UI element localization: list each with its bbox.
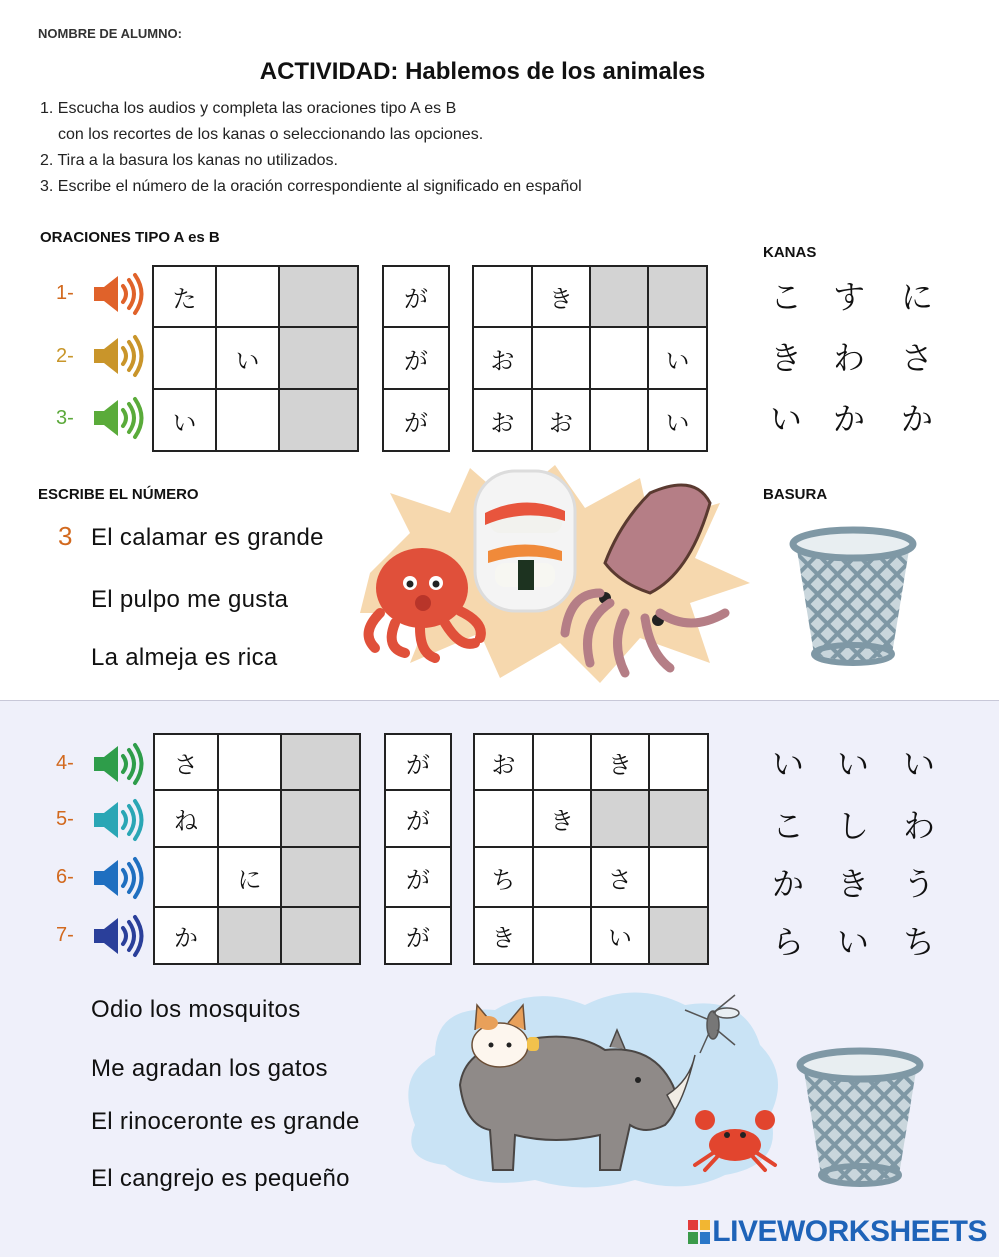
cell-3-a3 [279, 389, 358, 451]
speaker-icon-7[interactable] [92, 914, 146, 958]
cell-5-b1[interactable] [474, 790, 533, 847]
row-number-4: 4- [56, 752, 74, 774]
cell-1-b2[interactable]: き [532, 266, 590, 327]
speaker-icon-4[interactable] [92, 742, 146, 786]
cell-5-a1[interactable]: ね [154, 790, 218, 847]
kana-tile[interactable]: さ [900, 339, 933, 377]
kana-tile[interactable]: い [836, 745, 869, 783]
cell-2-a2[interactable]: い [216, 327, 279, 389]
cell-4-a3 [281, 734, 360, 790]
answer-input-4[interactable] [58, 994, 82, 1024]
ga-cell-1: が [383, 266, 449, 327]
cell-7-a2 [218, 907, 281, 964]
answer-input-7[interactable] [58, 1163, 82, 1193]
meaning-text-5: Me agradan los gatos [91, 1055, 328, 1082]
brand-footer [688, 1215, 987, 1249]
trash-label: BASURA [763, 486, 828, 503]
kana-bank-section-1 [764, 272, 944, 438]
cell-7-b4 [649, 907, 708, 964]
row-number-5: 5- [56, 808, 74, 830]
cell-4-b3[interactable]: き [591, 734, 649, 790]
kana-tile[interactable]: わ [902, 807, 935, 845]
sentences-label: ORACIONES TIPO A es B [40, 229, 220, 246]
kana-bank-section-2 [766, 739, 946, 969]
answer-input-1[interactable]: 3 [58, 521, 73, 551]
cell-7-b2[interactable] [533, 907, 591, 964]
row-number-1: 1- [56, 282, 74, 304]
speaker-icon-3[interactable] [92, 396, 146, 440]
cell-7-b1[interactable]: き [474, 907, 533, 964]
kana-tile[interactable]: こ [769, 278, 802, 316]
ga-cell-3: が [383, 389, 449, 451]
speaker-icon-6[interactable] [92, 856, 146, 900]
meaning-text-7: El cangrejo es pequeño [91, 1165, 350, 1192]
cell-4-b4[interactable] [649, 734, 708, 790]
ga-column-section-1 [382, 265, 450, 452]
cell-4-a1[interactable]: さ [154, 734, 218, 790]
grid-a-section-2 [153, 733, 361, 965]
kana-tile[interactable]: わ [832, 339, 865, 377]
student-name-label: NOMBRE DE ALUMNO: [38, 26, 182, 41]
meaning-text-6: El rinoceronte es grande [91, 1108, 360, 1135]
land-animals-illustration [395, 985, 790, 1190]
ga-cell-2: が [383, 327, 449, 389]
kanas-label: KANAS [763, 244, 817, 261]
answer-input-3[interactable] [58, 642, 82, 672]
kana-tile[interactable]: か [900, 400, 933, 438]
instruction-2: 2. Tira a la basura los kanas no utilizados. [40, 152, 338, 169]
instruction-1-cont: con los recortes de los kanas o seleccionando las opciones. [58, 126, 484, 143]
kana-tile[interactable]: ら [771, 923, 804, 961]
cell-2-a1[interactable] [153, 327, 216, 389]
sea-animals-illustration [350, 463, 760, 685]
cell-1-a2[interactable] [216, 266, 279, 327]
cell-6-b4[interactable] [649, 847, 708, 907]
kana-tile[interactable]: す [832, 278, 865, 316]
kana-tile[interactable]: い [902, 745, 935, 783]
cell-6-a3 [281, 847, 360, 907]
cell-3-a1[interactable]: い [153, 389, 216, 451]
sushi-icon [475, 471, 575, 611]
kana-tile[interactable]: き [769, 339, 802, 377]
meaning-text-3: La almeja es rica [91, 644, 278, 671]
cell-2-b4[interactable]: い [648, 327, 707, 389]
kana-tile[interactable]: か [832, 400, 865, 438]
cell-7-b3[interactable]: い [591, 907, 649, 964]
grid-a-section-1 [152, 265, 359, 452]
cell-4-a2[interactable] [218, 734, 281, 790]
brand-name: LIVEWORKSHEETS [712, 1215, 987, 1248]
kana-tile[interactable]: か [771, 865, 804, 903]
cell-3-b4[interactable]: い [648, 389, 707, 451]
cell-6-b3[interactable]: さ [591, 847, 649, 907]
cell-5-b4 [649, 790, 708, 847]
kana-tile[interactable]: に [900, 278, 933, 316]
cell-5-b2[interactable]: き [533, 790, 591, 847]
instruction-1: 1. Escucha los audios y completa las oraciones tipo A es B [40, 100, 457, 117]
cell-1-b3 [590, 266, 648, 327]
meaning-text-4: Odio los mosquitos [91, 996, 301, 1023]
page-title: ACTIVIDAD: Hablemos de los animales [259, 58, 706, 85]
cell-2-b2[interactable] [532, 327, 590, 389]
answer-input-6[interactable] [58, 1106, 82, 1136]
speaker-icon-2[interactable] [92, 334, 146, 378]
kana-tile[interactable]: し [836, 807, 869, 845]
kana-tile[interactable]: い [769, 400, 802, 438]
cell-2-b1[interactable]: お [473, 327, 532, 389]
ga-cell-7: が [385, 907, 451, 964]
row-number-6: 6- [56, 866, 74, 888]
cell-1-b1[interactable] [473, 266, 532, 327]
cell-3-b2[interactable]: お [532, 389, 590, 451]
ga-column-section-2 [384, 733, 452, 965]
cell-5-b3 [591, 790, 649, 847]
speaker-icon-5[interactable] [92, 798, 146, 842]
cell-1-a3 [279, 266, 358, 327]
ga-cell-4: が [385, 734, 451, 790]
kana-tile[interactable]: う [902, 865, 935, 903]
trash-bin-icon-1[interactable] [788, 522, 918, 667]
row-number-3: 3- [56, 407, 74, 429]
answer-input-2[interactable] [58, 584, 82, 614]
cell-7-a3 [281, 907, 360, 964]
grid-b-section-1 [472, 265, 708, 452]
kana-tile[interactable]: こ [771, 807, 804, 845]
liveworksheets-logo-icon [688, 1220, 710, 1244]
trash-bin-icon-2[interactable] [795, 1043, 925, 1188]
cell-3-b3[interactable] [590, 389, 648, 451]
row-number-7: 7- [56, 924, 74, 946]
write-number-label: ESCRIBE EL NÚMERO [38, 486, 199, 503]
cell-3-a2[interactable] [216, 389, 279, 451]
kana-tile[interactable]: い [836, 923, 869, 961]
instruction-3: 3. Escribe el número de la oración correspondiente al significado en español [40, 178, 582, 195]
cell-6-a2[interactable]: に [218, 847, 281, 907]
grid-b-section-2 [473, 733, 709, 965]
cell-3-b1[interactable]: お [473, 389, 532, 451]
ga-cell-6: が [385, 847, 451, 907]
ga-cell-5: が [385, 790, 451, 847]
kana-tile[interactable]: き [836, 865, 869, 903]
cell-7-a1[interactable]: か [154, 907, 218, 964]
cell-4-b1[interactable]: お [474, 734, 533, 790]
kana-tile[interactable]: い [771, 745, 804, 783]
cell-1-b4 [648, 266, 707, 327]
cell-6-a1[interactable] [154, 847, 218, 907]
cell-2-b3[interactable] [590, 327, 648, 389]
speaker-icon-1[interactable] [92, 272, 146, 316]
instructions [40, 96, 582, 200]
cell-6-b1[interactable]: ち [474, 847, 533, 907]
cell-6-b2[interactable] [533, 847, 591, 907]
cell-5-a2[interactable] [218, 790, 281, 847]
cell-4-b2[interactable] [533, 734, 591, 790]
row-number-2: 2- [56, 345, 74, 367]
meaning-text-2: El pulpo me gusta [91, 586, 289, 613]
kana-tile[interactable]: ち [902, 923, 935, 961]
cell-1-a1[interactable]: た [153, 266, 216, 327]
cell-5-a3 [281, 790, 360, 847]
cell-2-a3 [279, 327, 358, 389]
answer-input-5[interactable] [58, 1053, 82, 1083]
meaning-text-1: El calamar es grande [91, 524, 324, 551]
